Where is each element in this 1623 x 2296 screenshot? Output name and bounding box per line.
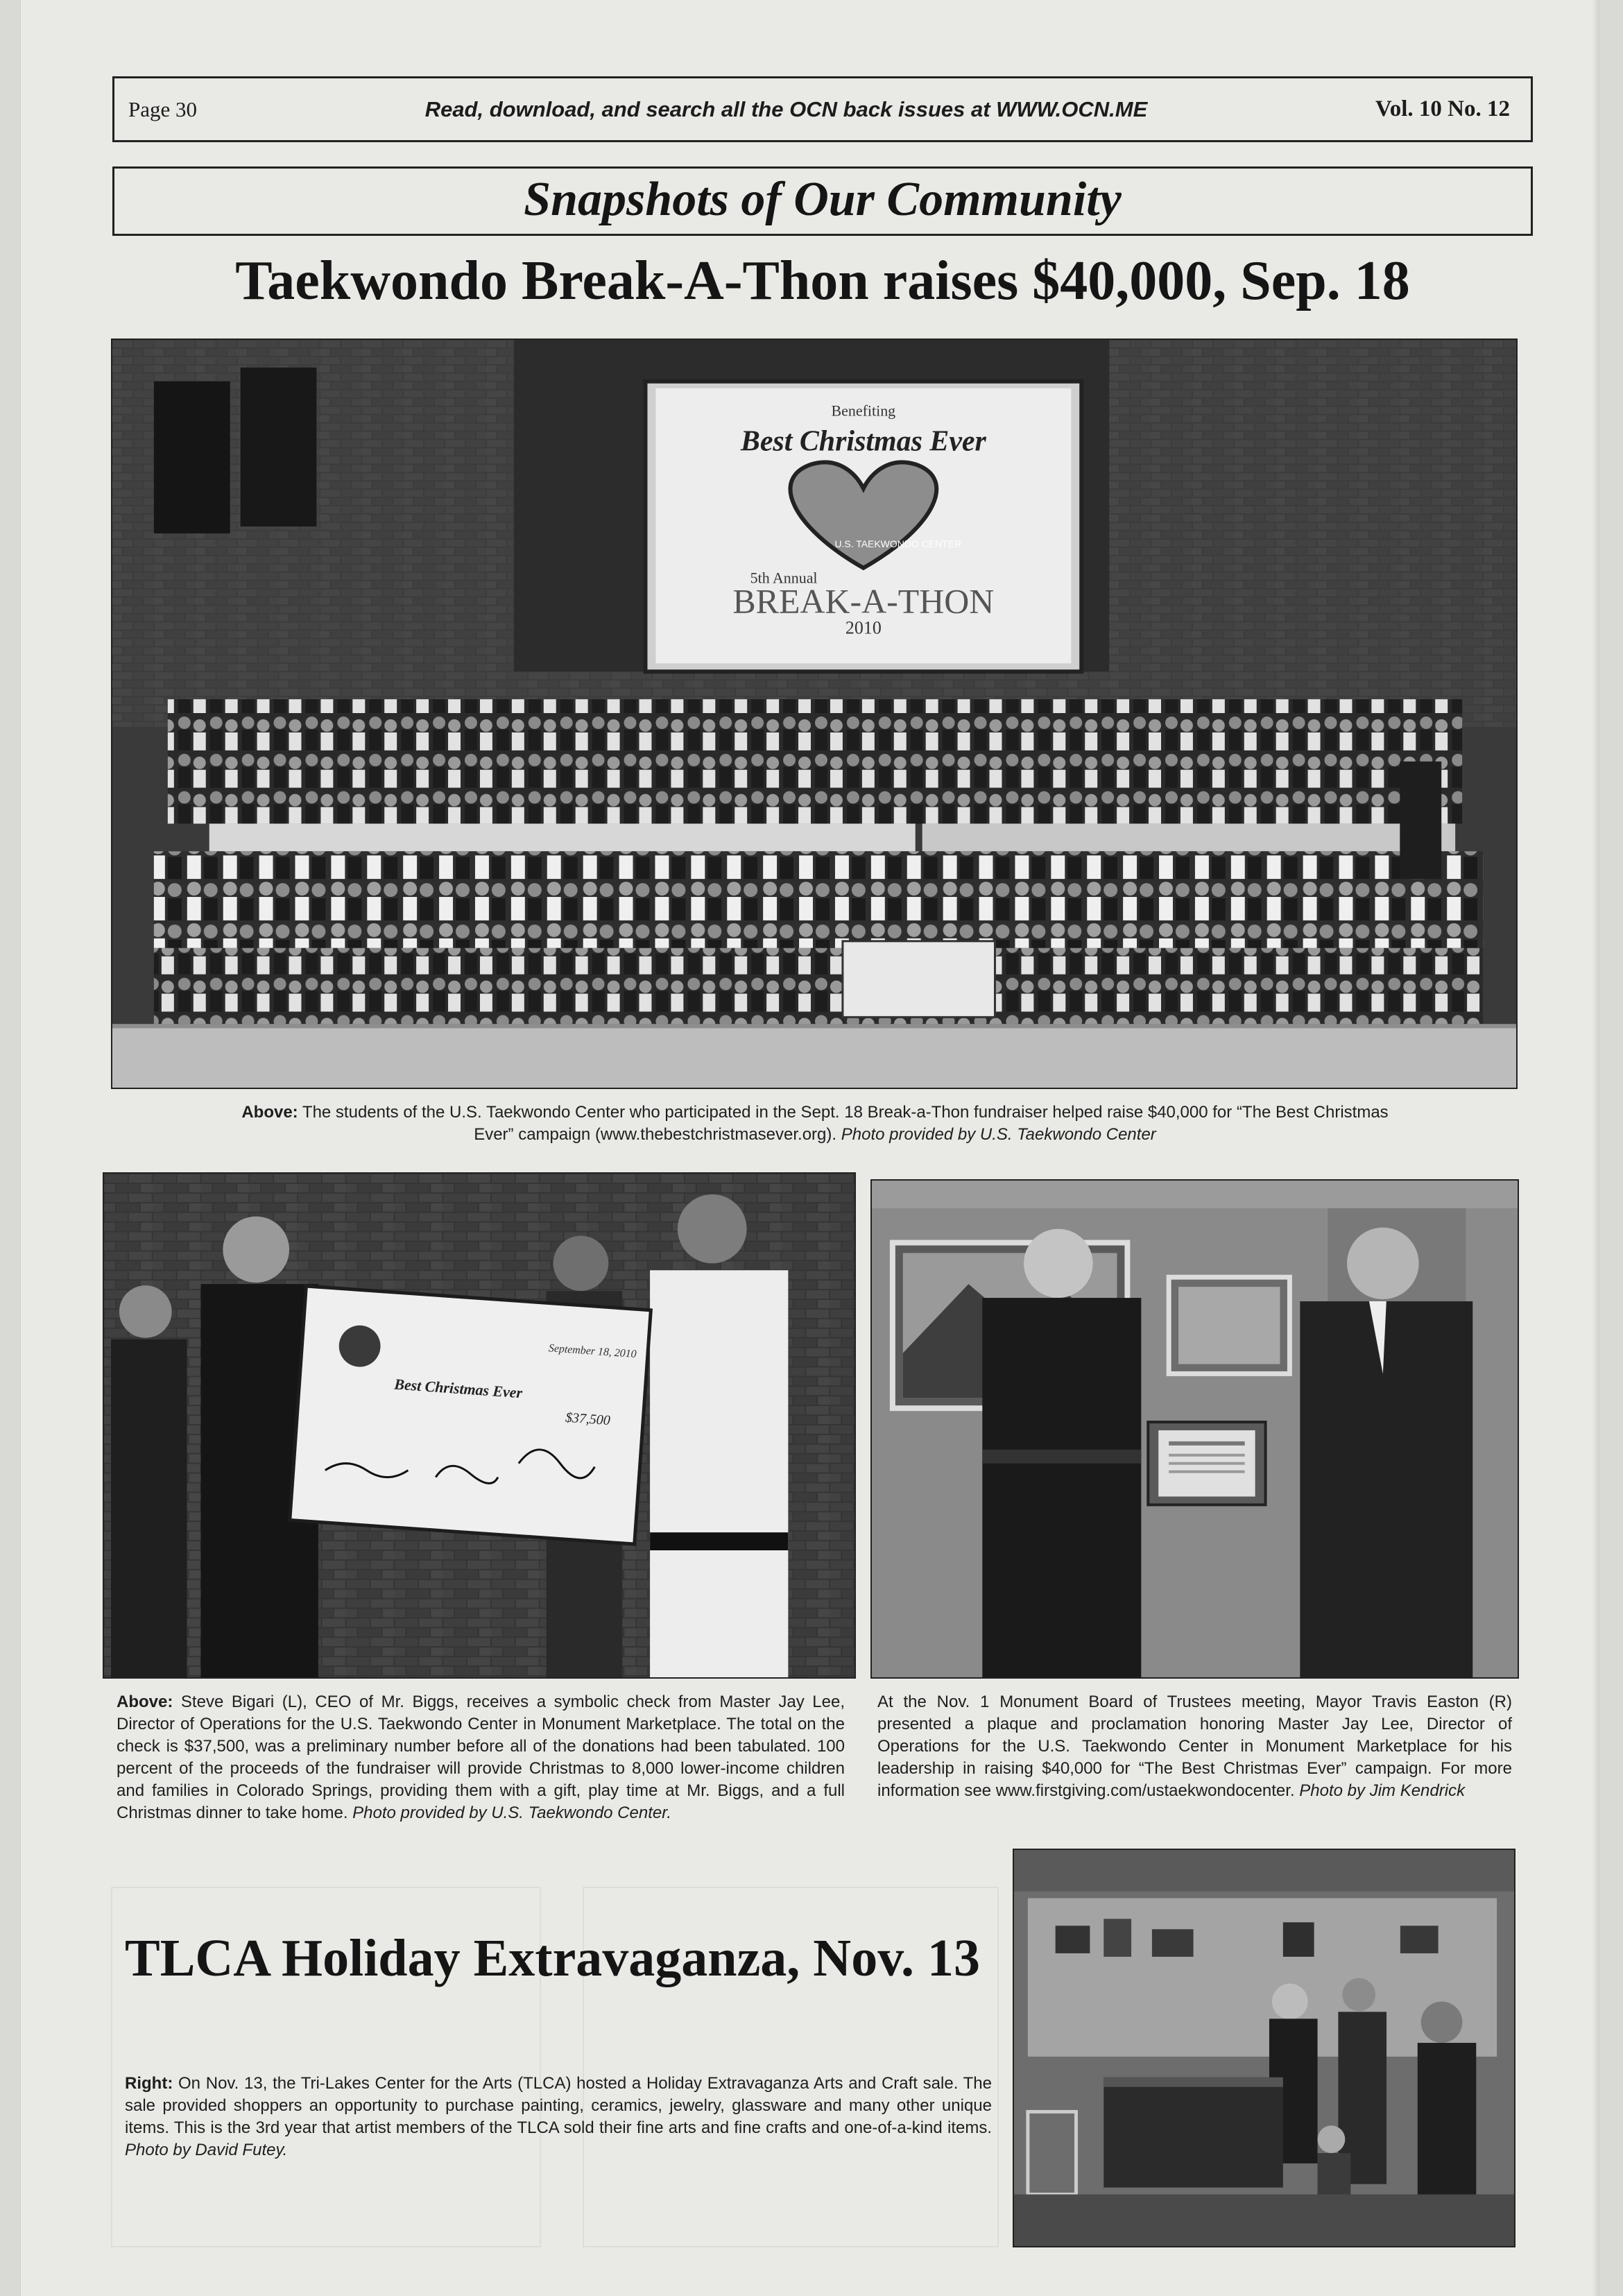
caption-credit: Photo by Jim Kendrick	[1299, 1781, 1466, 1800]
page-header	[112, 76, 1533, 142]
caption-lead: Right:	[125, 2074, 173, 2093]
story1-headline: Taekwondo Break-A-Thon raises $40,000, Sep. 18	[235, 250, 1410, 311]
caption-lead: Above:	[117, 1693, 173, 1711]
plaque-photo-caption	[877, 1691, 1512, 1802]
check-photo	[103, 1172, 856, 1679]
banner-annual: 5th Annual	[750, 569, 818, 587]
section-title-box	[112, 166, 1533, 236]
caption-body: On Nov. 13, the Tri-Lakes Center for the Arts (TLCA) hosted a Holiday Extravaganza Arts and Craft sale. The sale provided shoppers an opportunity to purchase painting, ceramics, jewelry, glassware and many other unique items. This is the 3rd year that artist members of the TLCA sold their fine arts and fine crafts and one-of-a-kind items.	[125, 2074, 992, 2137]
check-amount: $37,500	[565, 1410, 611, 1429]
check-photo-image	[104, 1174, 855, 1677]
plaque-photo-image	[872, 1181, 1518, 1677]
paper-edge	[1592, 0, 1599, 2296]
story2-headline: TLCA Holiday Extravaganza, Nov. 13	[125, 1929, 980, 1987]
arts-photo-caption	[125, 2073, 992, 2161]
check-payee: Best Christmas Ever	[393, 1375, 523, 1402]
volume-number: Vol. 10 No. 12	[1375, 96, 1510, 121]
section-title: Snapshots of Our Community	[524, 173, 1122, 226]
header-tagline: Read, download, and search all the OCN back issues at WWW.OCN.ME	[424, 96, 1148, 121]
caption-credit: Photo provided by U.S. Taekwondo Center.	[352, 1804, 671, 1822]
banner-center-name: U.S. TAEKWONDO CENTER	[834, 538, 962, 549]
check-photo-caption	[117, 1691, 845, 1824]
caption-body: The students of the U.S. Taekwondo Center who participated in the Sept. 18 Break-a-Thon fundraiser helped raise $40,000 for “The Best Christmas Ever” campaign (www.thebestchristmasever.org).	[298, 1103, 1389, 1144]
banner-best-christmas: Best Christmas Ever	[740, 425, 986, 458]
caption-credit: Photo by David Futey.	[125, 2141, 288, 2159]
banner-year: 2010	[845, 617, 882, 638]
arts-sale-photo	[1013, 1849, 1515, 2247]
group-photo-caption	[229, 1102, 1401, 1146]
caption-credit: Photo provided by U.S. Taekwondo Center	[841, 1125, 1156, 1144]
group-photo	[111, 339, 1518, 1089]
page-number: Page 30	[128, 96, 198, 121]
banner-breakathon: BREAK-A-THON	[732, 582, 995, 621]
banner-benefiting: Benefiting	[831, 402, 896, 420]
plaque-photo	[870, 1179, 1519, 1679]
caption-body: Steve Bigari (L), CEO of Mr. Biggs, receives a symbolic check from Master Jay Lee, Director of Operations for the U.S. Taekwondo Center in Monument Marketplace. The total on the check is $37,500, was a preliminary number before all of the donations had been tabulated. 100 percent of the proceeds of the fundraiser will provide Christmas to 8,000 lower-income children and families in Colorado Springs, providing them with a gift, play time at Mr. Biggs, and a full Christmas dinner to take home.	[117, 1693, 845, 1822]
check-date: September 18, 2010	[548, 1342, 637, 1361]
caption-lead: Above:	[241, 1103, 298, 1122]
caption-body: At the Nov. 1 Monument Board of Trustees meeting, Mayor Travis Easton (R) presented a plaque and proclamation honoring Master Jay Lee, Director of Operations for the U.S. Taekwondo Center in Monument Marketplace for his leadership in raising $40,000 for “The Best Christmas Ever” campaign. For more information see www.firstgiving.com/ustaekwondocenter.	[877, 1693, 1512, 1800]
group-photo-image	[112, 340, 1516, 1088]
arts-sale-photo-image	[1014, 1850, 1514, 2246]
